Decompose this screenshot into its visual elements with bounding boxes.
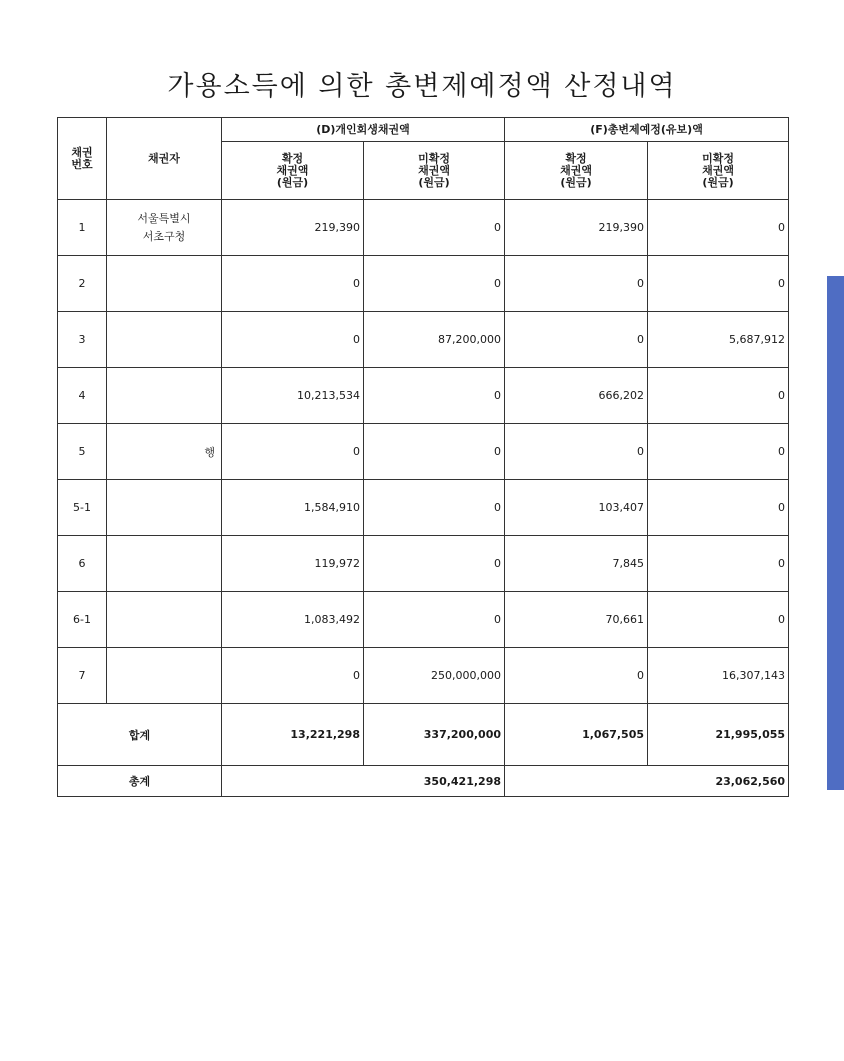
f-confirmed-cell: 0 — [505, 312, 648, 368]
d-unconfirmed-cell: 0 — [364, 424, 505, 480]
header-line: (원금) — [276, 175, 309, 189]
subtotal-row — [58, 704, 789, 766]
d-confirmed-cell: 0 — [222, 424, 364, 480]
d-confirmed-cell: 1,584,910 — [222, 480, 364, 536]
creditor-no: 1 — [58, 200, 107, 256]
d-unconfirmed-cell: 0 — [364, 536, 505, 592]
f-unconfirmed-cell: 0 — [648, 536, 789, 592]
f-unconfirmed-cell: 0 — [648, 480, 789, 536]
col-header-no-line: 채권 — [71, 145, 93, 159]
subtotal-d-unconfirmed: 337,200,000 — [364, 704, 505, 766]
side-scroll-bar[interactable] — [827, 276, 844, 790]
repayment-table — [57, 117, 789, 797]
f-unconfirmed-cell: 0 — [648, 424, 789, 480]
f-unconfirmed-cell: 0 — [648, 256, 789, 312]
d-unconfirmed-cell: 0 — [364, 256, 505, 312]
col-group-personal-claims: (D)개인회생채권액 — [222, 118, 505, 142]
creditor-name-line: 서울특별시 — [137, 211, 191, 225]
header-row-1 — [58, 118, 789, 142]
f-unconfirmed-cell: 0 — [648, 200, 789, 256]
table-row — [58, 368, 789, 424]
header-line: 미확정 — [702, 151, 734, 165]
col-header-d-confirmed — [222, 142, 364, 200]
f-unconfirmed-cell: 0 — [648, 368, 789, 424]
d-confirmed-cell: 1,083,492 — [222, 592, 364, 648]
d-confirmed-cell: 0 — [222, 312, 364, 368]
header-line: (원금) — [560, 175, 592, 189]
f-confirmed-cell: 70,661 — [505, 592, 648, 648]
table-row — [58, 200, 789, 256]
d-confirmed-cell: 10,213,534 — [222, 368, 364, 424]
creditor-no: 2 — [58, 256, 107, 312]
total-row — [58, 766, 789, 797]
header-line: (원금) — [418, 175, 450, 189]
col-group-total-repayment: (F)총변제예정(유보)액 — [505, 118, 789, 142]
table-row — [58, 424, 789, 480]
d-unconfirmed-cell: 250,000,000 — [364, 648, 505, 704]
col-header-creditor-no — [58, 118, 107, 200]
d-confirmed-cell: 119,972 — [222, 536, 364, 592]
total-f-amount: 23,062,560 — [505, 766, 789, 797]
f-confirmed-cell: 0 — [505, 256, 648, 312]
col-header-d-unconfirmed — [364, 142, 505, 200]
creditor-name — [107, 256, 222, 312]
d-unconfirmed-cell: 0 — [364, 592, 505, 648]
creditor-name — [107, 536, 222, 592]
subtotal-label: 합계 — [58, 704, 222, 766]
creditor-no: 3 — [58, 312, 107, 368]
f-unconfirmed-cell: 16,307,143 — [648, 648, 789, 704]
creditor-no: 4 — [58, 368, 107, 424]
creditor-name — [107, 480, 222, 536]
creditor-no: 6-1 — [58, 592, 107, 648]
header-line: 미확정 — [418, 151, 450, 165]
f-confirmed-cell: 7,845 — [505, 536, 648, 592]
creditor-no: 5 — [58, 424, 107, 480]
creditor-name — [107, 592, 222, 648]
table-row — [58, 648, 789, 704]
creditor-name-line: 서초구청 — [142, 229, 186, 243]
subtotal-d-confirmed: 13,221,298 — [222, 704, 364, 766]
header-line: 확정 — [281, 151, 304, 165]
page-title: 가용소득에 의한 총변제예정액 산정내역 — [167, 71, 677, 102]
creditor-no: 6 — [58, 536, 107, 592]
subtotal-f-unconfirmed: 21,995,055 — [648, 704, 789, 766]
header-line: 채권액 — [276, 163, 309, 177]
f-confirmed-cell: 666,202 — [505, 368, 648, 424]
table-row — [58, 480, 789, 536]
d-confirmed-cell: 0 — [222, 256, 364, 312]
d-unconfirmed-cell: 87,200,000 — [364, 312, 505, 368]
d-confirmed-cell: 0 — [222, 648, 364, 704]
f-confirmed-cell: 0 — [505, 424, 648, 480]
f-confirmed-cell: 0 — [505, 648, 648, 704]
d-unconfirmed-cell: 0 — [364, 480, 505, 536]
table-row — [58, 312, 789, 368]
d-unconfirmed-cell: 0 — [364, 368, 505, 424]
header-line: 채권액 — [418, 163, 450, 177]
subtotal-f-confirmed: 1,067,505 — [505, 704, 648, 766]
total-label: 총계 — [58, 766, 222, 797]
col-header-no-line: 번호 — [71, 157, 93, 171]
table-row — [58, 536, 789, 592]
header-line: 채권액 — [702, 163, 734, 177]
creditor-name — [107, 368, 222, 424]
f-confirmed-cell: 219,390 — [505, 200, 648, 256]
creditor-name — [107, 200, 222, 256]
d-unconfirmed-cell: 0 — [364, 200, 505, 256]
total-d-amount: 350,421,298 — [222, 766, 505, 797]
col-header-f-unconfirmed — [648, 142, 789, 200]
table-row — [58, 592, 789, 648]
header-line: (원금) — [702, 175, 734, 189]
creditor-name — [107, 648, 222, 704]
d-confirmed-cell: 219,390 — [222, 200, 364, 256]
creditor-no: 5-1 — [58, 480, 107, 536]
col-header-f-confirmed — [505, 142, 648, 200]
f-unconfirmed-cell: 5,687,912 — [648, 312, 789, 368]
table-row — [58, 256, 789, 312]
f-unconfirmed-cell: 0 — [648, 592, 789, 648]
f-confirmed-cell: 103,407 — [505, 480, 648, 536]
col-header-creditor: 채권자 — [107, 118, 222, 200]
creditor-no: 7 — [58, 648, 107, 704]
header-line: 확정 — [565, 151, 587, 165]
header-line: 채권액 — [560, 163, 592, 177]
creditor-name: 행 — [107, 424, 222, 480]
creditor-name — [107, 312, 222, 368]
